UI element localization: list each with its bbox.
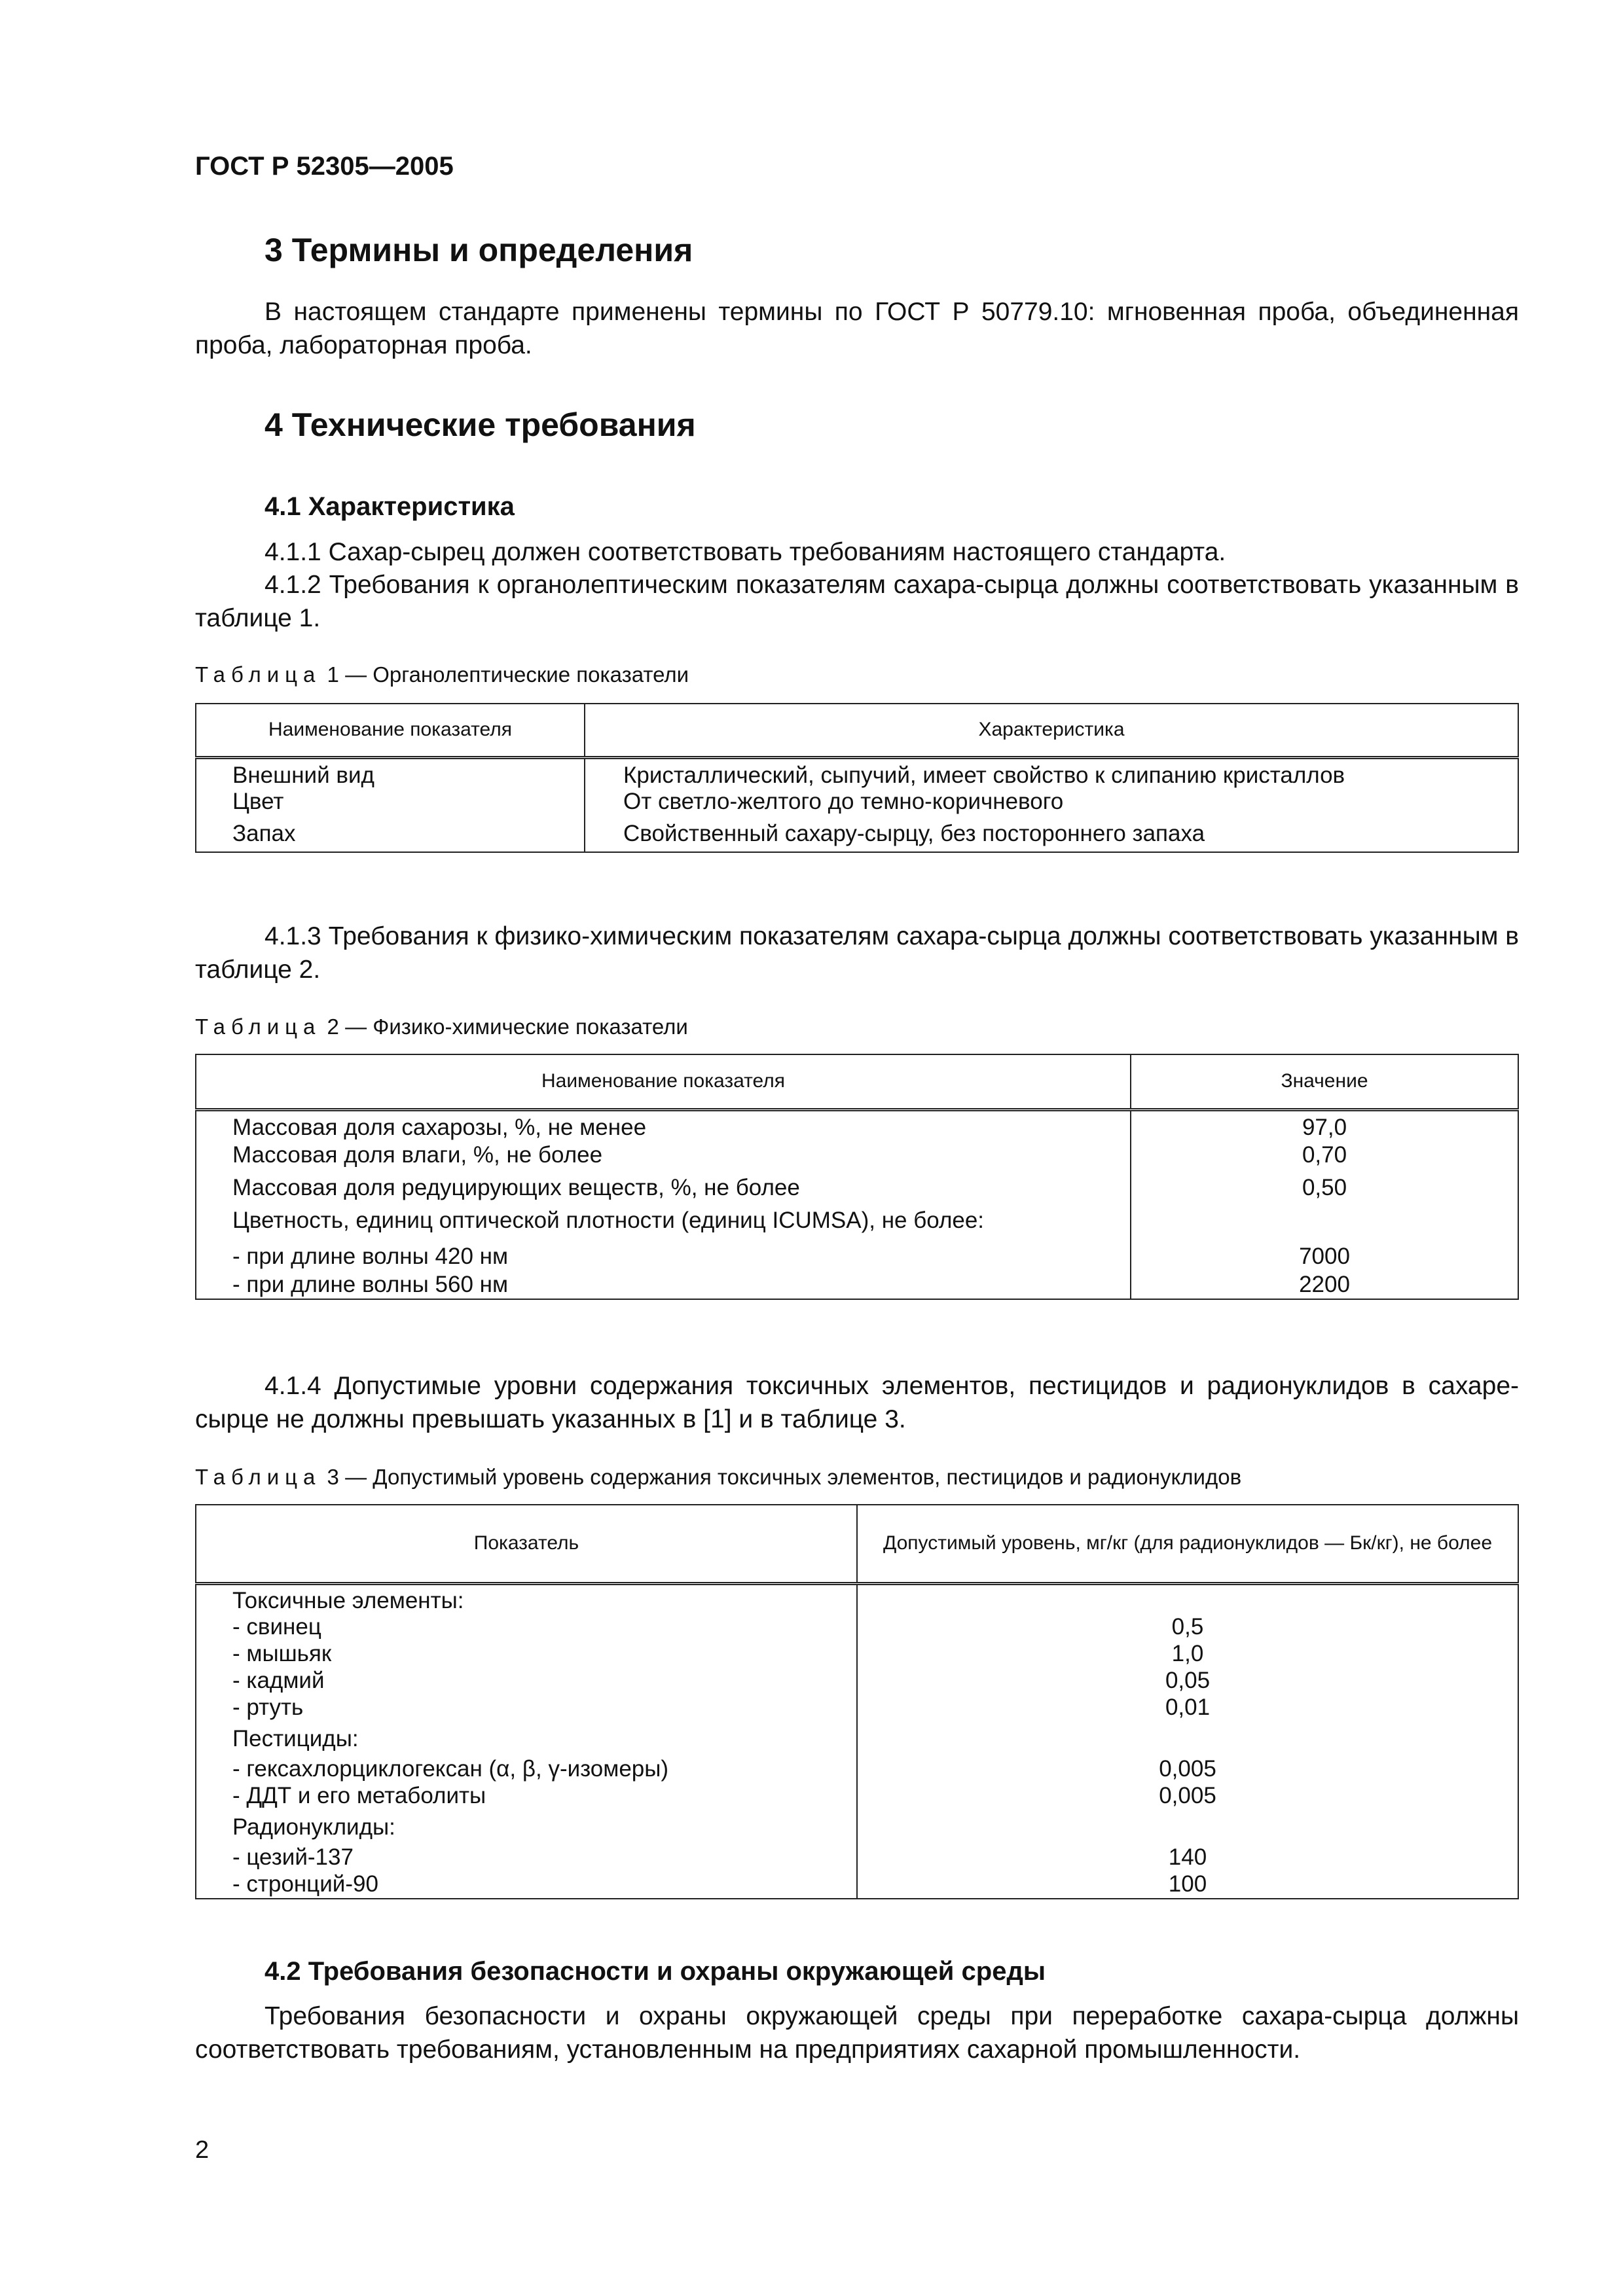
table-1-header: Наименование показателя (196, 704, 585, 757)
section-3-text: В настоящем стандарте применены термины по ГОСТ Р 50779.10: мгновенная проба, объединенная проба, лабораторная проба. (195, 298, 1519, 359)
table-1 (195, 703, 1519, 853)
table-row: Цветность, единиц оптической плотности (единиц ICUMSA), не более: (196, 1208, 1518, 1244)
paragraph-4-2: Требования безопасности и охраны окружающей среды при переработке сахара-сырца должны соответствовать требованиям, установленным на предприятиях сахарной промышленности. (195, 2002, 1519, 2064)
subsection-4-1-title: 4.1 Характеристика (264, 492, 515, 521)
table-row: Радионуклиды: (196, 1814, 1518, 1844)
table-2 (195, 1054, 1519, 1300)
table-2-caption: Таблица 2 — Физико-химические показатели (195, 1014, 688, 1039)
page-number: 2 (195, 2136, 210, 2164)
table-2-header: Значение (1131, 1054, 1518, 1109)
table-row: Запах Свойственный сахару-сырцу, без постороннего запаха (196, 821, 1518, 852)
table-1-header: Характеристика (585, 704, 1518, 757)
table-3-header: Показатель (196, 1505, 857, 1583)
table-1-caption: Таблица 1 — Органолептические показатели (195, 662, 689, 687)
table-3-caption: Таблица 3 — Допустимый уровень содержания токсичных элементов, пестицидов и радионуклидов (195, 1465, 1242, 1489)
table-2-word: Таблица (195, 1014, 321, 1039)
section-3-title: 3 Термины и определения (264, 232, 693, 268)
table-row: Цвет От светло-желтого до темно-коричневого (196, 789, 1518, 821)
table-row: - стронций-90 100 (196, 1871, 1518, 1899)
table-row: - при длине волны 560 нм 2200 (196, 1272, 1518, 1299)
table-row: - ртуть 0,01 (196, 1695, 1518, 1726)
table-row: - при длине волны 420 нм 7000 (196, 1244, 1518, 1272)
table-row: Массовая доля сахарозы, %, не менее 97,0 (196, 1109, 1518, 1142)
table-row: Токсичные элементы: (196, 1583, 1518, 1614)
table-3 (195, 1504, 1519, 1899)
table-row: - цезий-137 140 (196, 1844, 1518, 1871)
table-row: - свинец 0,5 (196, 1614, 1518, 1641)
table-row: - гексахлорциклогексан (α, β, γ-изомеры) 0,005 (196, 1756, 1518, 1783)
paragraph-4-1-1: 4.1.1 Сахар-сырец должен соответствовать требованиям настоящего стандарта. (264, 538, 1226, 566)
table-2-header: Наименование показателя (196, 1054, 1131, 1109)
table-row: Массовая доля редуцирующих веществ, %, не более 0,50 (196, 1175, 1518, 1208)
table-3-word: Таблица (195, 1465, 321, 1489)
table-row: - кадмий 0,05 (196, 1668, 1518, 1695)
paragraph-4-1-4: 4.1.4 Допустимые уровни содержания токсичных элементов, пестицидов и радионуклидов в сахаре-сырце не должны превышать указанных в [1] и в таблице 3. (195, 1372, 1519, 1433)
paragraph-4-1-2: 4.1.2 Требования к органолептическим показателям сахара-сырца должны соответствовать указанным в таблице 1. (195, 571, 1519, 632)
section-4-title: 4 Технические требования (264, 406, 696, 443)
table-row: Пестициды: (196, 1726, 1518, 1756)
table-row: Массовая доля влаги, %, не более 0,70 (196, 1142, 1518, 1175)
document-id: ГОСТ Р 52305—2005 (195, 152, 454, 181)
table-row: - ДДТ и его метаболиты 0,005 (196, 1783, 1518, 1814)
table-row: Внешний вид Кристаллический, сыпучий, имеет свойство к слипанию кристаллов (196, 757, 1518, 789)
table-3-header: Допустимый уровень, мг/кг (для радионуклидов — Бк/кг), не более (857, 1505, 1518, 1583)
paragraph-4-1-3: 4.1.3 Требования к физико-химическим показателям сахара-сырца должны соответствовать указанным в таблице 2. (195, 922, 1519, 984)
table-1-word: Таблица (195, 662, 321, 687)
subsection-4-2-title: 4.2 Требования безопасности и охраны окружающей среды (264, 1957, 1046, 1986)
table-row: - мышьяк 1,0 (196, 1641, 1518, 1668)
